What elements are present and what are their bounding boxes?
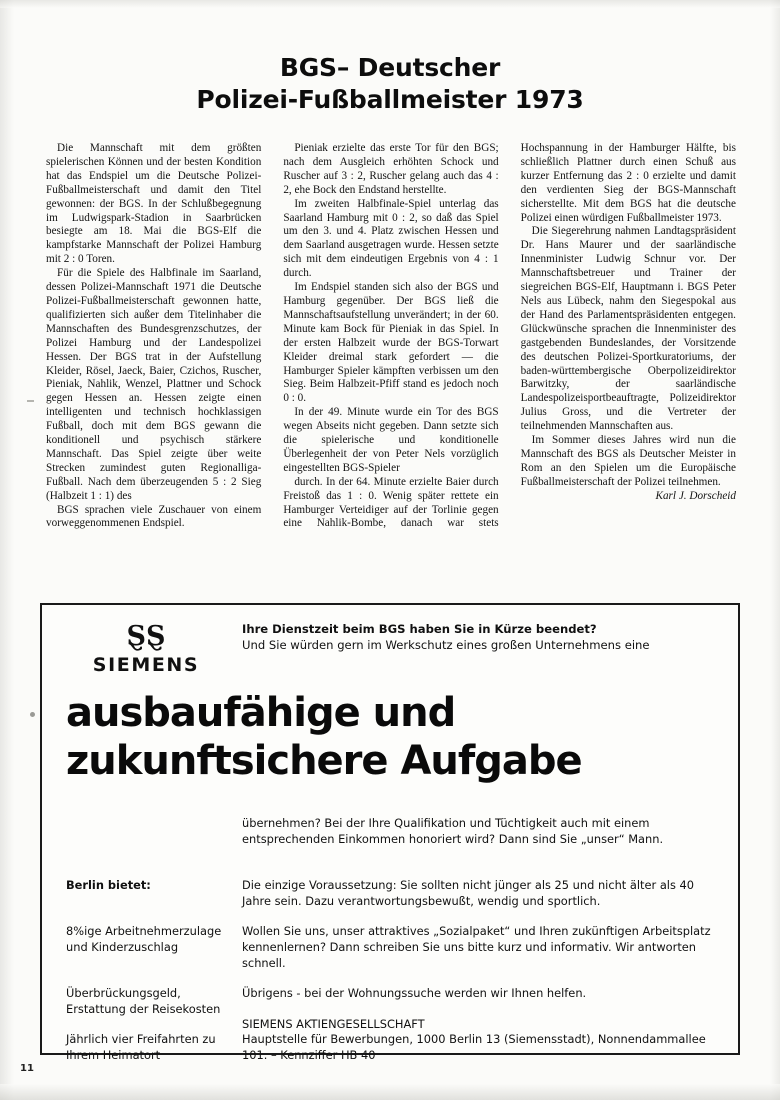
advertisement-row bbox=[66, 877, 726, 909]
scan-edge-bottom bbox=[0, 1084, 780, 1100]
advertisement-row bbox=[66, 985, 726, 1017]
article-signature: Karl J. Dorscheid bbox=[655, 489, 736, 502]
article-paragraph: BGS sprachen viele Zuschauer von einem vorweggenommenen Endspiel. bbox=[46, 503, 262, 530]
siemens-logo bbox=[66, 623, 226, 676]
article-paragraph: Im Endspiel standen sich also der BGS und Hamburg gegenüber. Der BGS ließ die Mannschaftsaufstellung unverändert; in der 60. Minute kam Bock für Pieniak in das Spiel. In der ersten Halbzeit wurde der BGS-Torwart Kleider dreimal stark gefordert — die Hamburger Spieler kämpften verbissen um den Sieg. Beim Halbzeit-Pfiff stand es jedoch noch 0 : 0. bbox=[283, 281, 499, 405]
page-number: 11 bbox=[20, 1063, 34, 1074]
article-body bbox=[46, 142, 736, 582]
article-paragraph: Die Mannschaft mit dem größten spielerischen Können und der besten Kondition hat das Endspiel um die Deutsche Polizei-Fußballmeisterschaft und damit den Titel gewonnen: der BGS. In der Schlußbegegnung im Ludwigspark-Stadion in Saarbrücken besiegte am 18. Mai die BGS-Elf die kampfstarke Mannschaft der Polizei Hamburg mit 2 : 0 Toren. bbox=[46, 142, 262, 266]
scan-edge-left bbox=[0, 0, 14, 1100]
advertisement-intro bbox=[242, 815, 712, 861]
scan-artifact-dot bbox=[30, 712, 35, 717]
article-headline-line-1: BGS– Deutscher bbox=[279, 53, 501, 82]
advertisement-row-label: Berlin bietet: bbox=[66, 878, 151, 892]
article-headline-line-2: Polizei-Fußballmeister 1973 bbox=[196, 85, 584, 114]
scan-edge-right bbox=[770, 0, 780, 1100]
advertisement-kicker-bold: Ihre Dienstzeit beim BGS haben Sie in Kürze beendet? bbox=[242, 622, 597, 636]
advertisement-row-text: Hauptstelle für Bewerbungen, 1000 Berlin 13 (Siemensstadt), Nonnendammallee 101. – Kennziffer HB 40 bbox=[242, 1032, 706, 1062]
advertisement bbox=[40, 603, 740, 1062]
scan-artifact-tick bbox=[27, 400, 34, 402]
article-headline bbox=[120, 52, 660, 116]
siemens-wordmark: SIEMENS bbox=[92, 654, 200, 676]
advertisement-headline-line-1: ausbaufähige und bbox=[66, 690, 456, 736]
article-paragraph: Die Siegerehrung nahmen Landtagspräsident Dr. Hans Maurer und der saarländische Innenminister Ludwig Schnur vor. Der Mannschaftsbetreuer und Trainer der siegreichen BGS-Elf, Hauptmann i. BGS Peter Nels aus Lübeck, nahm den Siegespokal aus der Hand des Parlamentspräsidenten entgegen. Glückwünsche sprachen die Innenminister des gastgebenden Bundeslandes, der Vorsitzende des deutschen Polizei-Sportkuratoriums, der baden-württembergische Oberpolizeidirektor Barwitzky, der saarländische Landespolizeisportbeauftragte, Polizeidirektor Julius Gross, und die Vertreter der teilnehmenden Mannschaften aus. bbox=[520, 225, 736, 433]
article-paragraph: Pieniak erzielte das erste Tor für den BGS; nach dem Ausgleich erhöhten Schock und Ruscher auf 3 : 2, Ruscher gelang auch das 4 : 2, ehe Bock den Endstand herstellte. bbox=[283, 142, 499, 196]
article-paragraph: Im zweiten Halbfinale-Spiel unterlag das Saarland Hamburg mit 0 : 2, so daß das Spiel um den 3. und 4. Platz zwischen Hessen und dem Saarland ausgetragen wurde. Hessen setzte sich mit dem eindeutigen Ergebnis von 4 : 1 durch. bbox=[283, 197, 499, 280]
scan-edge-top bbox=[0, 0, 780, 8]
advertisement-row bbox=[66, 923, 726, 971]
advertisement-inner bbox=[42, 605, 738, 1062]
article-paragraph: durch. In der 64. Minute erzielte Baier durch Freistoß das 1 : 0. Wenig später rettete ein Hamburger Verteidiger auf der Torlinie gegen eine Nahlik-Bombe, danach war stets Hochspannung in der Hamburger Hälfte, bis schließlich Plattner durch einen Schuß aus kurzer Entfernung das 2 : 0 erzielte und damit den verdienten Sieg der BGS-Mannschaft sicherstellte. Mit dem BGS hat die deutsche Polizei einen würdigen Fußballmeister 1973. bbox=[283, 142, 736, 530]
siemens-logo-mark: ⱾⱾ bbox=[126, 621, 166, 652]
advertisement-row-text: Übrigens - bei der Wohnungssuche werden wir Ihnen helfen. bbox=[242, 986, 587, 1000]
advertisement-benefit-rows bbox=[66, 877, 726, 1077]
article-paragraph: Für die Spiele des Halbfinale im Saarland, dessen Polizei-Mannschaft 1971 die Deutsche Polizei-Fußballmeisterschaft gewonnen hatte, qualifizierten sich außer dem Titelinhaber die Mannschaften des Bundesgrenzschutzes, der Polizei Hamburg und der Landespolizei Hessen. Der BGS trat in der Aufstellung Kleider, Rösel, Jaeck, Baier, Czichos, Ruscher, Pieniak, Nahlik, Wenzel, Plattner und Schock gegen Hessen an. Hessen zeigte einen intelligenten und technisch hochklassigen Fußball, doch mit dem BGS gewann die konditionell und psychisch stärkere Mannschaft. Das Spiel zeigte über weite Strecken zumindest guten Regionalliga-Fußball. Nach dem überzeugenden 5 : 2 Sieg (Halbzeit 1 : 1) des bbox=[46, 267, 262, 502]
advertisement-company-name: SIEMENS AKTIENGESELLSCHAFT bbox=[242, 1017, 425, 1031]
advertisement-row-label: Jährlich vier Freifahrten zu Ihrem Heimatort bbox=[66, 1032, 216, 1062]
advertisement-row-text: Die einzige Voraussetzung: Sie sollten nicht jünger als 25 und nicht älter als 40 Jahre sein. Dazu verantwortungsbewußt, wendig und sportlich. bbox=[242, 878, 695, 908]
advertisement-headline bbox=[66, 689, 726, 785]
advertisement-row-label: 8%ige Arbeitnehmerzulage und Kinderzuschlag bbox=[66, 924, 222, 954]
advertisement-row-label: Überbrückungsgeld, Erstattung der Reisekosten bbox=[66, 986, 221, 1016]
advertisement-row bbox=[66, 1031, 726, 1063]
advertisement-headline-line-2: zukunftsichere Aufgabe bbox=[66, 738, 582, 784]
article-paragraph: In der 49. Minute wurde ein Tor des BGS wegen Abseits nicht gegeben. Dann setzte sich die spielerische und konditionelle Überlegenheit der von Peter Nels vorzüglich eingestellten BGS-Spieler bbox=[283, 406, 499, 474]
article-paragraph: Im Sommer dieses Jahres wird nun die Mannschaft des BGS als Deutscher Meister in Rom an den Spielen um die Europäische Fußballmeisterschaft der Polizei teilnehmen. bbox=[520, 434, 736, 488]
advertisement-row-text: Wollen Sie uns, unser attraktives „Sozialpaket“ und Ihren zukünftigen Arbeitsplatz kennenlernen? Dann schreiben Sie uns bitte kurz und informativ. Wir antworten schnell. bbox=[242, 924, 711, 970]
advertisement-kicker bbox=[242, 621, 712, 653]
advertisement-kicker-rest: Und Sie würden gern im Werkschutz eines großen Unternehmens eine bbox=[242, 638, 650, 652]
advertisement-intro-text: übernehmen? Bei der Ihre Qualifikation und Tüchtigkeit auch mit einem entsprechenden Einkommen honoriert wird? Dann sind Sie „unser“ Mann. bbox=[242, 816, 664, 846]
